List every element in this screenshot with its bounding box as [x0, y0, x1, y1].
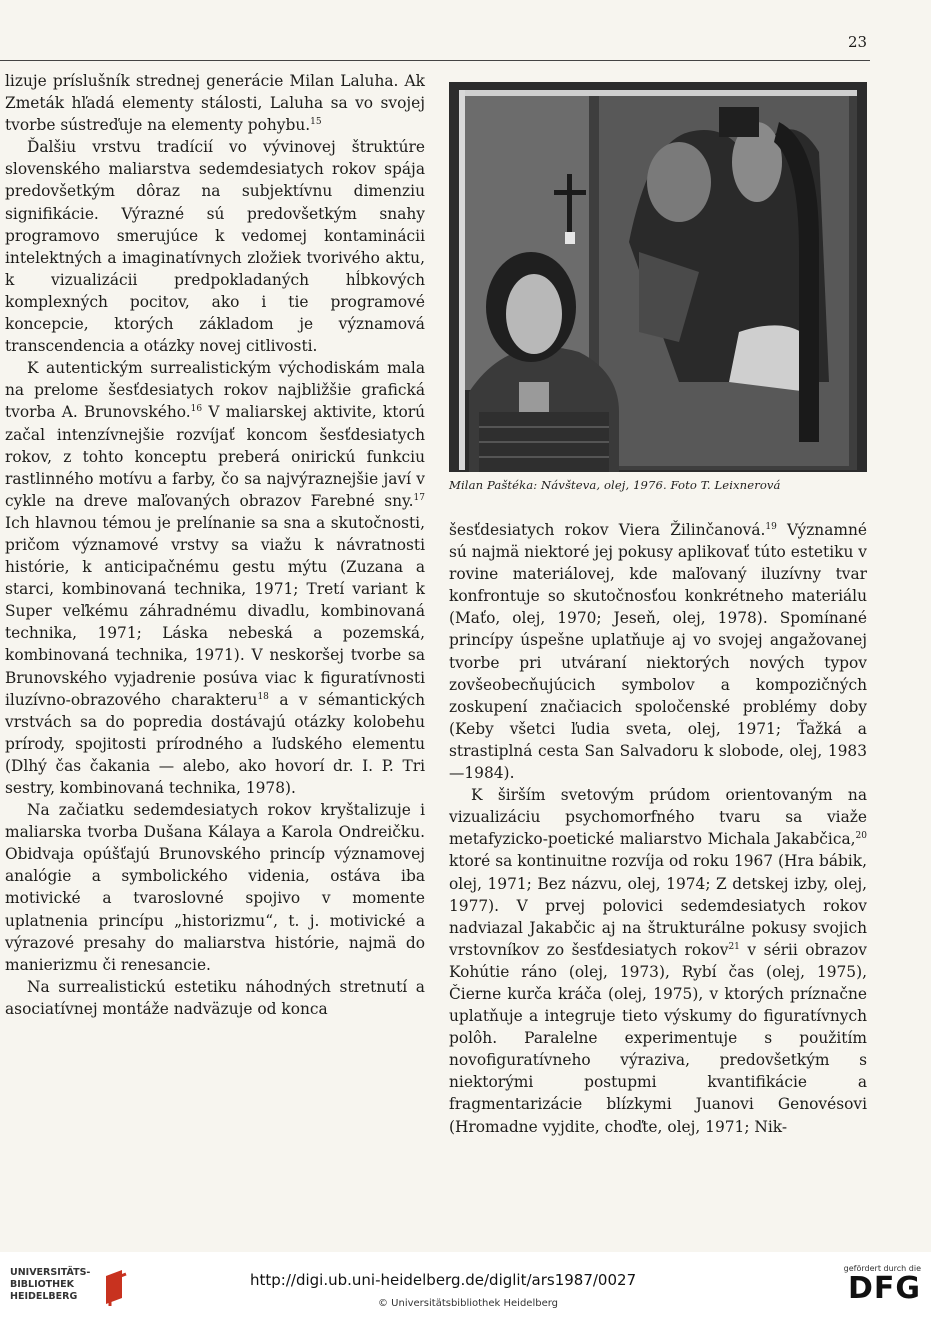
- paragraph-text: šesťdesiatych rokov Viera Žilinčanová.: [449, 521, 766, 539]
- permalink-url[interactable]: http://digi.ub.uni-heidelberg.de/diglit/ars1987/0027: [250, 1271, 637, 1289]
- header-rule: [0, 60, 870, 61]
- painting-image: [449, 82, 867, 472]
- paragraph-text: Na surrealistickú estetiku náhodných stretnutí a asociatívnej montáže nadväzuje od konca: [5, 977, 425, 1018]
- footnote-ref: 20: [855, 831, 867, 842]
- university-library-logo: [10, 1264, 130, 1314]
- footnote-ref: 19: [765, 521, 777, 532]
- paragraph: [5, 976, 425, 1020]
- paragraph: [449, 784, 867, 1138]
- paragraph: [5, 799, 425, 976]
- library-name: UNIVERSITÄTS- BIBLIOTHEK HEIDELBERG: [10, 1267, 91, 1302]
- footnote-ref: 17: [413, 492, 425, 503]
- dfg-wordmark: DFG: [847, 1271, 921, 1306]
- footer-bar: [0, 1252, 931, 1322]
- footnote-ref: 16: [190, 404, 203, 415]
- right-column: [449, 519, 867, 1138]
- paragraph: [5, 357, 425, 799]
- figure-caption: Milan Paštéka: Návšteva, olej, 1976. Foto T. Leixnerová: [449, 478, 781, 492]
- paragraph: [5, 70, 425, 136]
- footnote-ref: 15: [310, 117, 322, 128]
- paragraph: [5, 136, 425, 357]
- page-number: 23: [848, 33, 868, 51]
- paragraph-text: K autentickým surrealistickým východiskám mala na prelome šesťdesiatych rokov najbližšie grafická tvorba A. Brunovského.: [5, 359, 425, 422]
- copyright-notice: © Universitätsbibliothek Heidelberg: [378, 1298, 559, 1309]
- paragraph: [449, 519, 867, 784]
- footnote-ref: 18: [257, 691, 269, 702]
- funded-by-label: gefördert durch die: [843, 1264, 921, 1273]
- paragraph-text: ktoré sa kontinuitne rozvíja od roku 1967 (Hra bábik, olej, 1971; Bez názvu, olej, 1974; Z detskej izby, olej, 1977). V prvej polovici sedemdesiatych rokov nadviazal Jakabčic aj na štrukturálne pokusy svojich vrstovníkov zo šesťdesiatych rokov: [449, 852, 867, 959]
- paragraph-text: Významné sú najmä niektoré jej pokusy aplikovať túto estetiku v rovine materiálovej, kde maľovaný iluzívny tvar konfrontuje so skutočnosťou konkrétneho materiálu (Maťo, olej, 1970; Jeseň, olej, 1978). Spomínané princípy úspešne uplatňuje aj vo svojej angažovanej tvorbe pri utváraní niektorých nových typov zovšeobecňujúcich symbolov a kompozičných zoskupení značiacich spoločenské problémy doby (Keby všetci ľudia sveta, olej, 1971; Ťažká a strastiplná cesta San Salvadoru k slobode, olej, 1983—1984).: [449, 521, 868, 783]
- left-column: [5, 70, 425, 1020]
- paragraph-text: v sérii obrazov Kohútie ráno (olej, 1973), Rybí čas (olej, 1975), Čierne kurča kráča (olej, 1975), v ktorých príznačne uplatňuje a integruje tieto výskumy do figuratívnych polôh. Paralelne experimentuje s použitím novofiguratívneho výraziva, predovšetkým s niektorými postupmi kvantifikácie a fragmentarizácie blízkymi Juanovi Genovésovi (Hromadne vyjdite, choďte, olej, 1971; Nik-: [449, 940, 867, 1136]
- paragraph-text: V maliarskej aktivite, ktorú začal intenzívnejšie rozvíjať koncom šesťdesiatych rokov, z tohto konceptu preberá onirickú funkciu rastlinného motívu a farby, čo sa najvýraznejšie javí v cykle na dreve maľovaných obrazov Farebné sny.: [5, 403, 425, 510]
- paragraph-text: Ich hlavnou témou je prelínanie sa sna a skutočnosti, pričom významové vrstvy sa viažu k návratnosti histórie, k anticipačnému gestu mýtu (Zuzana a starci, kombinovaná technika, 1971; Tretí variant k Super veľkému záhradnému divadlu, kombinovaná technika, 1971; Láska nebeská a pozemská, kombinovaná technika, 1971). V neskoršej tvorbe sa Brunovského vyjadrenie posúva viac k figuratívnosti iluzívno-obrazového charakteru: [5, 513, 425, 709]
- dfg-logo: [826, 1264, 921, 1305]
- painting-reproduction: [449, 82, 867, 472]
- paragraph-text: K širším svetovým prúdom orientovaným na vizualizáciu psychomorfného tvaru sa viaže metafyzicko-poetické maliarstvo Michala Jakabčica,: [449, 786, 867, 849]
- footnote-ref: 21: [728, 941, 740, 952]
- paragraph-text: Ďalšiu vrstvu tradícií vo vývinovej štruktúre slovenského maliarstva sedemdesiatych rokov spája predovšetkým dôraz na subjektívnu dimenziu signifikácie. Výrazné sú predovšetkým snahy programovo smerujúce k vedomej kontaminácii intelektných a imaginatívnych zložiek tvorivého aktu, k vizualizácii predpokladaných hĺbkových komplexných pocitov, ako i tie programové koncepcie, ktorých základom je významová transcendencia a otázky novej citlivosti.: [5, 138, 425, 356]
- paragraph-text: lizuje príslušník strednej generácie Milan Laluha. Ak Zmeták hľadá elementy stálosti, Laluha sa vo svojej tvorbe sústreďuje na elementy pohybu.: [5, 72, 425, 135]
- library-emblem-icon: [102, 1268, 128, 1308]
- paragraph-text: a v sémantických vrstvách sa do popredia dostávajú otázky kolobehu prírody, spojitosti prírodného a ľudského elementu (Dlhý čas čakania — alebo, ako hovorí dr. I. P. Tri sestry, kombinovaná technika, 1978).: [5, 690, 426, 797]
- paragraph-text: Na začiatku sedemdesiatych rokov kryštalizuje i maliarska tvorba Dušana Kálaya a Karola Ondreičku. Obidvaja opúšťajú Brunovského princíp významovej analógie a symbolického videnia, ostáva iba motivické a tvaroslovné spojivo v momente uplatnenia princípu „historizmu“, t. j. motivické a výrazové presahy do maliarstva histórie, najmä do manierizmu či renesancie.: [5, 801, 425, 974]
